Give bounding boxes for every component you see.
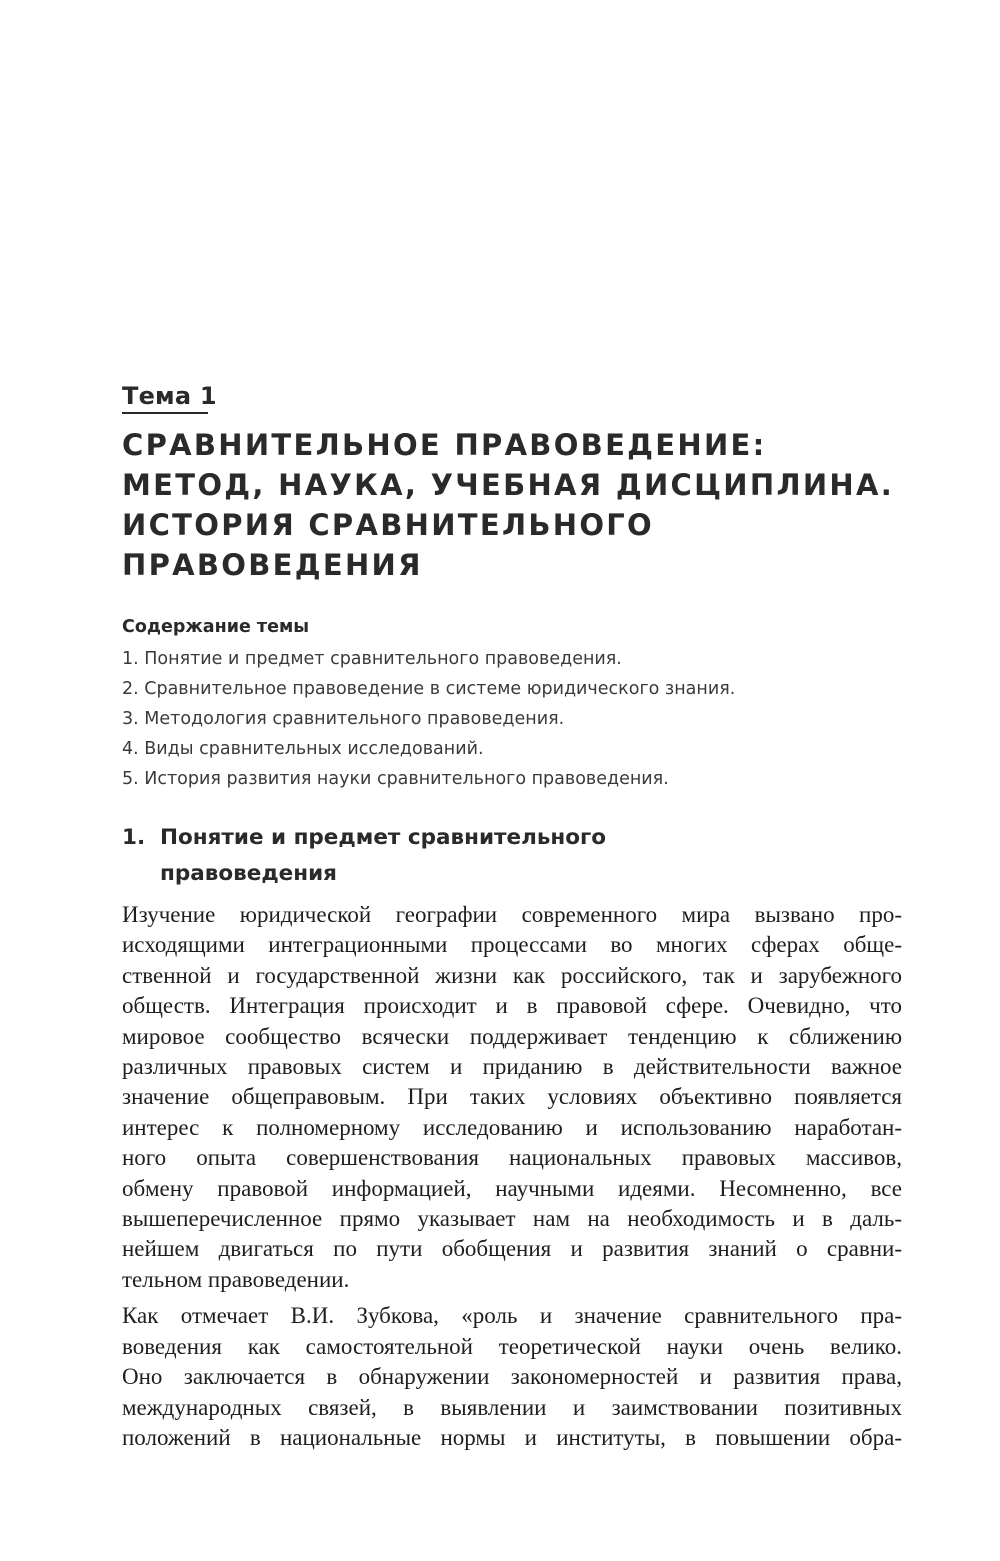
paragraph-1 — [122, 900, 902, 1295]
section-title-part: Понятие и предмет сравнительного — [160, 825, 607, 850]
section-title-part: правоведения — [160, 861, 337, 886]
chapter-title-line: СРАВНИТЕЛЬНОЕ ПРАВОВЕДЕНИЕ: — [122, 428, 767, 462]
text-line: исходящими интеграционными процессами во многих сферах обще- — [122, 932, 902, 958]
contents-heading: Содержание темы — [122, 617, 310, 637]
chapter-title-line: ИСТОРИЯ СРАВНИТЕЛЬНОГО — [122, 508, 655, 542]
contents-item: 1. Понятие и предмет сравнительного правоведения. — [122, 649, 622, 669]
text-line: вышеперечисленное прямо указывает нам на необходимость и в даль- — [122, 1206, 902, 1232]
text-line: нейшем двигаться по пути обобщения и развития знаний о сравни- — [122, 1236, 902, 1262]
text-line: Как отмечает В.И. Зубкова, «роль и значение сравнительного пра- — [122, 1303, 902, 1329]
chapter-title — [122, 425, 902, 585]
contents-item: 5. История развития науки сравнительного правоведения. — [122, 769, 669, 789]
text-line: положений в национальные нормы и институты, в повышении обра- — [122, 1424, 902, 1450]
text-line: Изучение юридической географии современного мира вызвано про- — [122, 902, 902, 927]
body-text — [122, 900, 902, 1453]
text-line: обществ. Интеграция происходит и в правовой сфере. Очевидно, что — [122, 993, 902, 1019]
section-heading — [122, 820, 606, 892]
contents-item: 2. Сравнительное правоведение в системе юридического знания. — [122, 679, 736, 699]
text-line: тельном правоведении. — [122, 1266, 350, 1292]
text-line: мировое сообщество всячески поддерживает тенденцию к сближению — [122, 1023, 902, 1049]
text-line: Оно заключается в обнаружении закономерностей и развития права, — [122, 1364, 902, 1390]
text-line: воведения как самостоятельной теоретической науки очень велико. — [122, 1333, 902, 1359]
text-line: различных правовых систем и приданию в действительности важное — [122, 1054, 902, 1080]
text-line: ственной и государственной жизни как российского, так и зарубежного — [122, 962, 902, 988]
section-heading-line — [122, 820, 606, 856]
chapter-title-line: ПРАВОВЕДЕНИЯ — [122, 548, 423, 582]
section-number: 1. — [122, 825, 146, 850]
chapter-title-line: МЕТОД, НАУКА, УЧЕБНАЯ ДИСЦИПЛИНА. — [122, 468, 895, 502]
text-line: интерес к полномерному исследованию и использованию наработан- — [122, 1114, 902, 1140]
text-line: международных связей, в выявлении и заимствовании позитивных — [122, 1394, 902, 1420]
text-line: обмену правовой информацией, научными идеями. Несомненно, все — [122, 1175, 902, 1201]
topic-label: Тема 1 — [122, 382, 217, 410]
topic-underline — [122, 412, 208, 414]
text-line: значение общеправовым. При таких условиях объективно появляется — [122, 1084, 902, 1110]
paragraph-2 — [122, 1301, 902, 1453]
contents-list — [122, 644, 735, 794]
contents-item: 3. Методология сравнительного правоведения. — [122, 709, 565, 729]
text-line: ного опыта совершенствования национальных правовых массивов, — [122, 1145, 902, 1171]
contents-item: 4. Виды сравнительных исследований. — [122, 739, 484, 759]
